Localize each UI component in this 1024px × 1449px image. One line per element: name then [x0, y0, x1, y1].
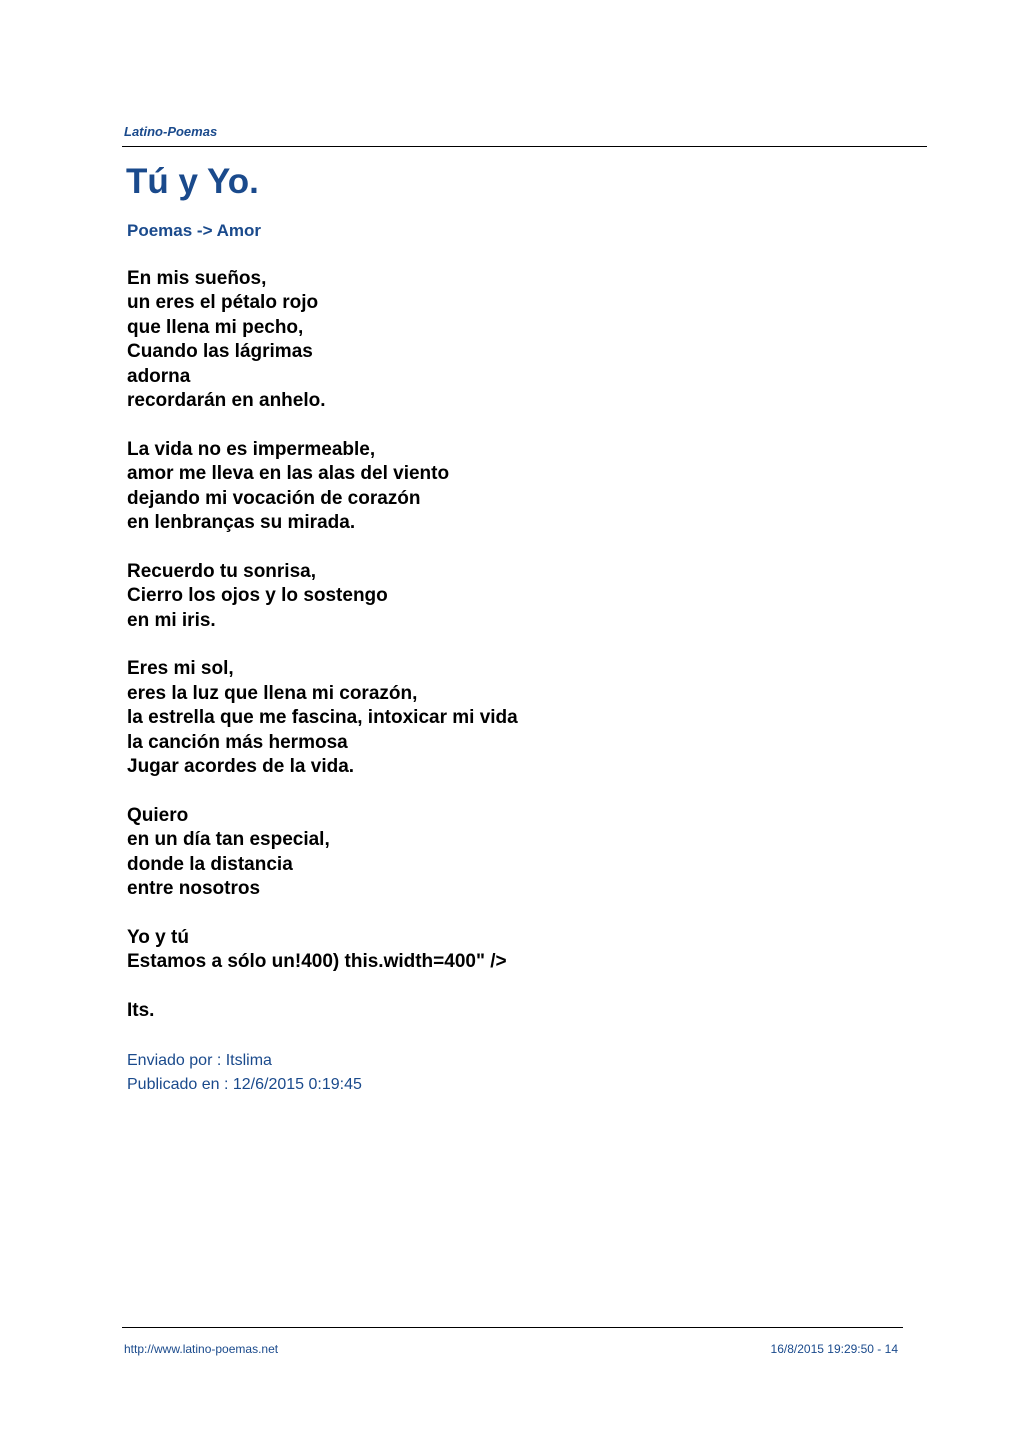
sent-by: Enviado por : Itslima [127, 1052, 272, 1069]
poem-line: que llena mi pecho, [127, 316, 304, 338]
poem-line: Cierro los ojos y lo sostengo [127, 585, 388, 607]
poem-stanza [127, 267, 907, 413]
poem-meta [127, 1049, 362, 1097]
poem-line: en mi iris. [127, 609, 216, 631]
poem-line: En mis sueños, [127, 268, 267, 289]
poem-line: Yo y tú [127, 926, 189, 948]
poem-stanza [127, 804, 907, 902]
poem-line: Jugar acordes de la vida. [127, 756, 355, 778]
poem-line: un eres el pétalo rojo [127, 292, 319, 314]
poem-line: la estrella que me fascina, intoxicar mi vida [127, 707, 518, 729]
footer-url: http://www.latino-poemas.net [124, 1342, 279, 1356]
poem-line: adorna [127, 365, 191, 387]
poem-line: Its. [127, 1000, 155, 1022]
poem-line: en un día tan especial, [127, 829, 330, 851]
header-divider [122, 146, 927, 147]
poem-category: Poemas -> Amor [127, 221, 261, 240]
poem-line: Cuando las lágrimas [127, 341, 313, 363]
poem-line: Estamos a sólo un!400) this.width=400" /> [127, 951, 507, 973]
poem-line: recordarán en anhelo. [127, 390, 326, 412]
poem-line: donde la distancia [127, 853, 293, 875]
poem-line: Quiero [127, 804, 189, 826]
poem-line: dejando mi vocación de corazón [127, 487, 421, 509]
poem-body [127, 267, 907, 1048]
poem-line: Recuerdo tu sonrisa, [127, 560, 316, 582]
footer-divider [122, 1327, 903, 1328]
site-name: Latino-Poemas [124, 124, 218, 139]
poem-stanza [127, 438, 907, 536]
poem-title: Tú y Yo. [126, 162, 259, 201]
poem-line: amor me lleva en las alas del viento [127, 463, 450, 485]
poem-line: eres la luz que llena mi corazón, [127, 682, 418, 704]
footer-date-page: 16/8/2015 19:29:50 - 14 [770, 1342, 898, 1356]
poem-stanza [127, 560, 907, 633]
poem-stanza [127, 657, 907, 779]
published-date: Publicado en : 12/6/2015 0:19:45 [127, 1076, 362, 1093]
poem-line: la canción más hermosa [127, 731, 348, 753]
poem-line: en lenbranças su mirada. [127, 512, 356, 534]
poem-stanza [127, 999, 907, 1023]
poem-line: entre nosotros [127, 878, 261, 900]
poem-line: La vida no es impermeable, [127, 438, 376, 460]
poem-line: Eres mi sol, [127, 658, 234, 680]
poem-stanza [127, 926, 907, 975]
